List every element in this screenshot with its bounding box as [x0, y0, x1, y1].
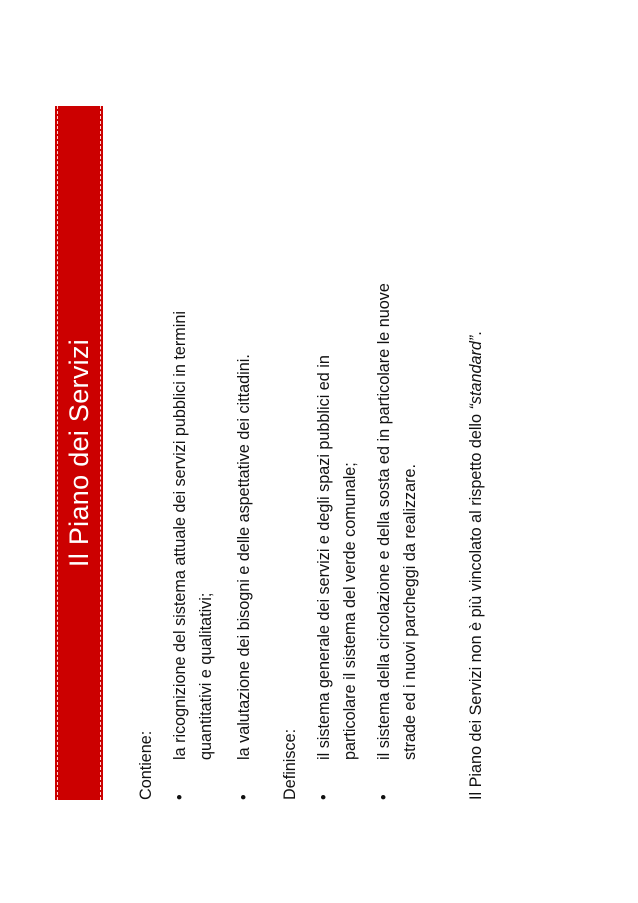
closing-text: Il Piano dei Servizi non è più vincolato al rispetto dello: [467, 409, 485, 800]
definisce-heading: Definisce:: [281, 728, 299, 800]
contiene-item-2: [231, 120, 257, 800]
closing-statement: [463, 120, 489, 800]
slide-content: [133, 120, 489, 800]
definisce-item-2-line-1: il sistema della circolazione e della sosta ed in particolare le nuove: [375, 283, 393, 760]
definisce-item-2: [371, 120, 423, 800]
contiene-heading: Contiene:: [137, 730, 155, 800]
title-bar: [55, 106, 103, 800]
closing-emphasis: “standard”: [467, 335, 485, 410]
contiene-item-2-line-1: la valutazione dei bisogni e delle aspettative dei cittadini.: [235, 354, 253, 760]
page-title: Il Piano dei Servizi: [64, 338, 94, 568]
definisce-item-1: [311, 120, 363, 800]
contiene-item-1-line-2: quantitativi e qualitativi;: [197, 592, 215, 760]
definisce-item-2-line-2: strade ed i nuovi parcheggi da realizzare.: [401, 463, 419, 760]
bullet-icon: •: [315, 794, 333, 800]
definisce-item-1-line-1: il sistema generale dei servizi e degli spazi pubblici ed in: [315, 355, 333, 760]
closing-end: .: [467, 331, 485, 336]
bullet-icon: •: [375, 794, 393, 800]
contiene-item-1-line-1: la ricognizione del sistema attuale dei servizi pubblici in termini: [171, 311, 189, 760]
bullet-icon: •: [235, 794, 253, 800]
contiene-item-1: [167, 120, 219, 800]
title-bar-bottom-dashed-line: [100, 106, 101, 800]
slide: [55, 106, 539, 800]
definisce-item-1-line-2: particolare il sistema del verde comunale;: [341, 462, 359, 760]
bullet-icon: •: [171, 794, 189, 800]
